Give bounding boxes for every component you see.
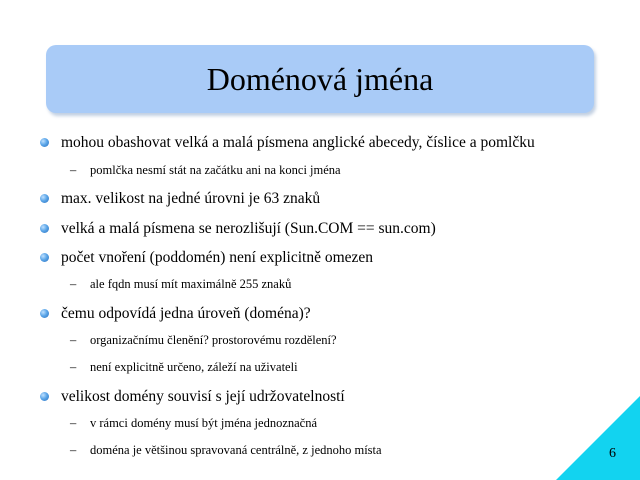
bullet-item (40, 220, 436, 238)
page-number: 6 (609, 446, 616, 461)
dash-icon: – (70, 416, 77, 430)
bullet-icon (40, 194, 49, 203)
sub-bullet-text: organizačnímu členění? prostorovému rozdělení? (90, 333, 337, 347)
sub-bullet-text: v rámci domény musí být jména jednoznačná (90, 416, 318, 430)
bullet-icon (40, 309, 49, 318)
sub-bullet-text: pomlčka nesmí stát na začátku ani na konci jména (90, 163, 341, 177)
sub-bullet-item (70, 163, 341, 178)
bullet-icon (40, 138, 49, 147)
dash-icon: – (70, 443, 77, 457)
bullet-item (40, 190, 320, 208)
dash-icon: – (70, 163, 77, 177)
bullet-text: velikost domény souvisí s její udržovatelností (61, 388, 345, 405)
bullet-text: mohou obashovat velká a malá písmena anglické abecedy, číslice a pomlčku (61, 134, 535, 151)
bullet-item (40, 388, 345, 406)
dash-icon: – (70, 360, 77, 374)
bullet-icon (40, 253, 49, 262)
sub-bullet-item (70, 360, 298, 375)
dash-icon: – (70, 277, 77, 291)
corner-decoration (556, 396, 640, 480)
bullet-item (40, 305, 311, 323)
sub-bullet-item (70, 443, 382, 458)
bullet-item (40, 249, 373, 267)
bullet-item (40, 134, 535, 152)
sub-bullet-item (70, 277, 291, 292)
sub-bullet-text: ale fqdn musí mít maximálně 255 znaků (90, 277, 292, 291)
bullet-icon (40, 392, 49, 401)
bullet-text: čemu odpovídá jedna úroveň (doména)? (61, 305, 311, 322)
bullet-icon (40, 224, 49, 233)
sub-bullet-item (70, 333, 337, 348)
sub-bullet-text: není explicitně určeno, záleží na uživateli (90, 360, 298, 374)
bullet-text: max. velikost na jedné úrovni je 63 znaků (61, 190, 321, 207)
sub-bullet-item (70, 416, 317, 431)
dash-icon: – (70, 333, 77, 347)
sub-bullet-text: doména je většinou spravovaná centrálně, z jednoho místa (90, 443, 382, 457)
bullet-text: počet vnoření (poddomén) není explicitně omezen (61, 249, 374, 266)
slide-title: Doménová jména (206, 61, 434, 97)
bullet-text: velká a malá písmena se nerozlišují (Sun.COM == sun.com) (61, 220, 436, 237)
